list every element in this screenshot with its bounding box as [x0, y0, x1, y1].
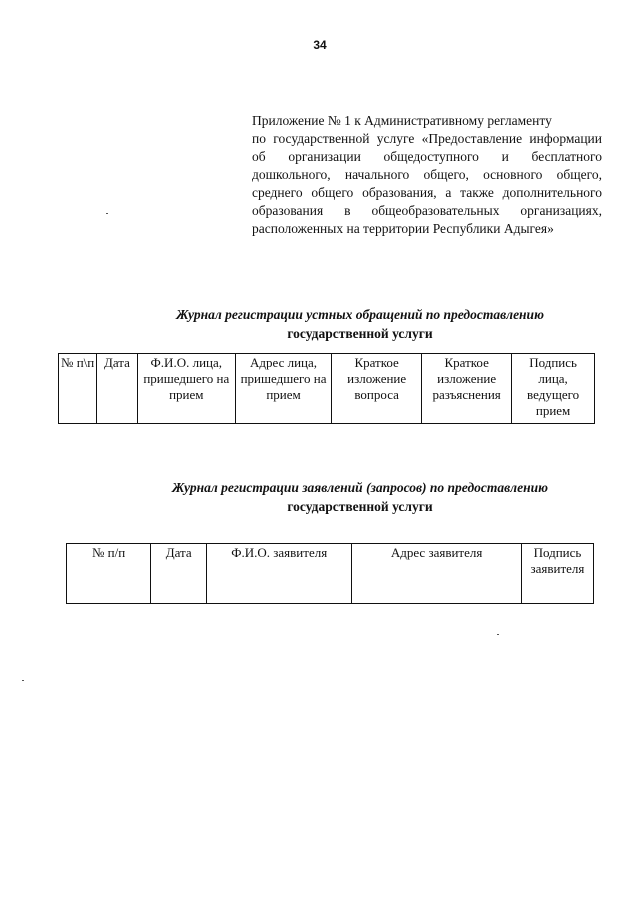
journal2-title	[80, 478, 640, 516]
table-header-row	[67, 544, 594, 604]
col-question-summary: Краткое изложение вопроса	[332, 354, 422, 424]
col-applicant-address: Адрес заявителя	[352, 544, 522, 604]
oral-requests-table	[58, 353, 595, 424]
appendix-title: Приложение № 1 к Административному регламенту	[252, 113, 552, 128]
journal1-title	[80, 305, 640, 343]
scan-speck	[497, 634, 499, 635]
table-header-row	[59, 354, 595, 424]
col-number: № п/п	[67, 544, 151, 604]
applications-table	[66, 543, 594, 604]
col-applicant-name: Ф.И.О. заявителя	[207, 544, 352, 604]
journal2-title-line1: Журнал регистрации заявлений (запросов) по предоставлению	[172, 480, 548, 495]
col-officer-signature: Подпись лица, ведущего прием	[512, 354, 595, 424]
col-visitor-name: Ф.И.О. лица, пришедшего на прием	[137, 354, 235, 424]
appendix-header	[252, 112, 602, 238]
journal1-title-line2: государственной услуги	[287, 326, 433, 341]
col-date: Дата	[97, 354, 137, 424]
col-applicant-signature: Подпись заявителя	[521, 544, 593, 604]
scan-speck	[106, 213, 108, 214]
appendix-description: по государственной услуге «Предоставление информации об организации общедоступного и бесплатного дошкольного, начального общего, основного общего, среднего общего образования, а также дополнительного образования в общеобразовательных организациях, расположенных на территории Республики Адыгея»	[252, 131, 602, 236]
journal2-title-line2: государственной услуги	[287, 499, 433, 514]
page-number: 34	[313, 38, 327, 52]
journal1-title-line1: Журнал регистрации устных обращений по предоставлению	[176, 307, 544, 322]
col-number: № п\п	[59, 354, 97, 424]
col-visitor-address: Адрес лица, пришедшего на прием	[235, 354, 331, 424]
col-answer-summary: Краткое изложение разъяснения	[422, 354, 512, 424]
scan-speck	[22, 680, 24, 681]
col-date: Дата	[151, 544, 207, 604]
